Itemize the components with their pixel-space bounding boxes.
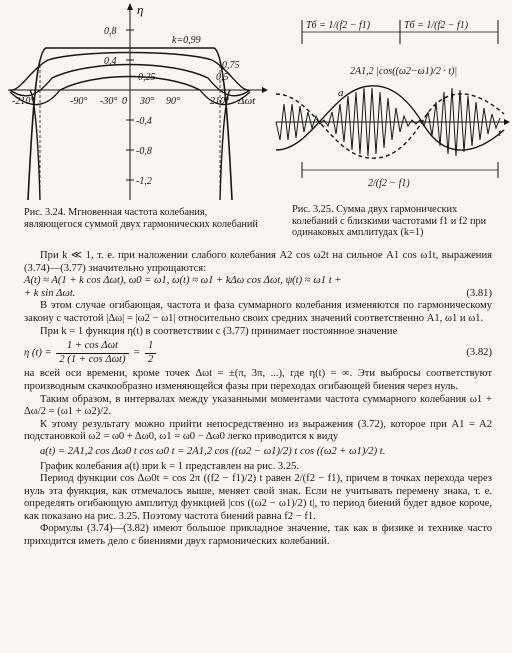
envelope-label: 2A1,2 |cos((ω2−ω1)/2 · t)|	[350, 66, 458, 77]
y-tick-label: -0,4	[136, 116, 152, 127]
fraction-denominator: 2	[147, 353, 154, 365]
fraction	[145, 340, 156, 366]
equals-sign: =	[133, 347, 141, 359]
paragraph: В этом случае огибающая, частота и фаза суммарного колебания изменяются по гармоническому закону с частотой |Δω| = |ω2 − ω1| относительно своих средних значений соответственно A1, ω1 и ω1.	[24, 300, 492, 324]
equation-line: + k sin Δωt.	[24, 287, 76, 299]
period-label-1: Tб = 1/(f2 − f1)	[306, 20, 371, 31]
paragraph: График колебания a(t) при k = 1 представлен на рис. 3.25.	[40, 460, 300, 472]
curve-label: k=0,99	[172, 35, 201, 46]
x-tick-label: -90°	[70, 96, 88, 107]
equation-a: a(t) = 2A1,2 cos Δω0 t cos ω0 t = 2A1,2 cos ((ω2 − ω1)/2) t cos ((ω2 + ω1)/2) t.	[40, 445, 386, 457]
time-label: t	[498, 127, 502, 139]
x-tick-label: 210°	[210, 96, 229, 107]
figure-3-25-caption: Рис. 3.25. Сумма двух гармонических колебаний с близкими частотами f1 и f2 при одинаковых амплитудах (k=1)	[292, 204, 487, 239]
paragraph: К этому результату можно прийти непосредственно из выражения (3.72), которое при A1 = A2 подстановкой ω2 = ω0 + Δω0, ω1 = ω0 − Δω0 легко приводится к виду	[24, 418, 492, 443]
curve-label: 0,5	[216, 72, 229, 83]
paragraph: Формулы (3.74)—(3.82) имеют большое прикладное значение, так как в физике и технике часто приходится иметь дело с биениями двух гармонических колебаний.	[24, 523, 492, 548]
y-axis-label: η	[137, 2, 144, 17]
paragraph: Период функции cos Δω0t = cos 2π ((f2 − f1)/2) t равен 2/(f2 − f1), причем в точках перехода через нуль эта функция, как отмечалось выше, меняет свой знак. Если не учитывать перемену знака, т. е. определять огибающую амплитуд функцией |cos ((ω2 − ω1)/2) t|, то период биений будет вдвое короче, как показано на рис. 3.25. Поэтому частота биений равна f2 − f1.	[24, 473, 492, 522]
y-tick-label: -0,8	[136, 146, 152, 157]
equation-3-81	[24, 275, 492, 288]
y-tick-label: -1,2	[136, 176, 152, 187]
x-tick-label: 30°	[140, 96, 154, 107]
span-label: 2/(f2 − f1)	[368, 178, 410, 189]
fraction-numerator: 1 + cos Δωt	[56, 340, 128, 354]
fraction-denominator: 2 (1 + cos Δωt)	[59, 353, 126, 365]
paragraph: Таким образом, в интервалах между указанными моментами частота суммарного колебания ω1 + Δω/2 = (ω1 + ω2)/2.	[24, 393, 492, 418]
x-axis-label: Δωt	[238, 95, 256, 107]
equation-3-82	[24, 340, 492, 366]
equation-3-81-cont	[24, 288, 492, 301]
y-tick-label: 0,4	[104, 56, 117, 67]
figure-3-24-caption: Рис. 3.24. Мгновенная частота колебания, являющегося суммой двух гармонических колебаний	[24, 207, 258, 230]
equation-number: (3.81)	[466, 287, 492, 299]
period-label-2: Tб = 1/(f2 − f1)	[404, 20, 469, 31]
x-tick-label: 90°	[166, 96, 180, 107]
y-tick-label: 0,8	[104, 26, 117, 37]
curve-label: 0,25	[138, 72, 156, 83]
time-axis-arrow	[504, 119, 510, 125]
equation-number: (3.82)	[466, 346, 492, 358]
x-tick-label: -30°	[100, 96, 118, 107]
body-text	[24, 250, 492, 549]
paragraph: на всей оси времени, кроме точек Δωt = ±(π, 3π, ...), где η(t) = ∞. Эти выбросы соответствуют производным скачкообразно изменяющейся фазы при переходах огибающей биения через нуль.	[24, 368, 492, 392]
x-tick-label: 0	[122, 96, 127, 107]
equation-line: A(t) ≈ A(1 + k cos Δωt), ω0 = ω1, ω(t) ≈ ω1 + kΔω cos Δωt, ψ(t) ≈ ω1 t +	[24, 275, 342, 287]
equation-lhs: η (t) =	[24, 347, 52, 359]
x-tick-label: -210°	[12, 96, 35, 107]
figure-3-24	[0, 0, 270, 205]
paragraph: При k = 1 функция η(t) в соответствии с (3.77) принимает постоянное значение	[40, 325, 398, 337]
equation-body	[24, 340, 158, 366]
figure-3-25	[272, 0, 512, 205]
curve-label: 0,75	[222, 60, 240, 71]
x-axis-arrow	[262, 87, 268, 93]
fraction-numerator: 1	[145, 340, 156, 354]
y-axis-arrow	[127, 3, 133, 10]
curve-label-a: a	[338, 87, 344, 99]
paragraph: При k ≪ 1, т. е. при наложении слабого колебания A2 cos ω2t на сильное A1 cos ω1t, выражения (3.74)—(3.77) значительно упрощаются:	[24, 250, 492, 274]
fraction	[56, 340, 128, 366]
